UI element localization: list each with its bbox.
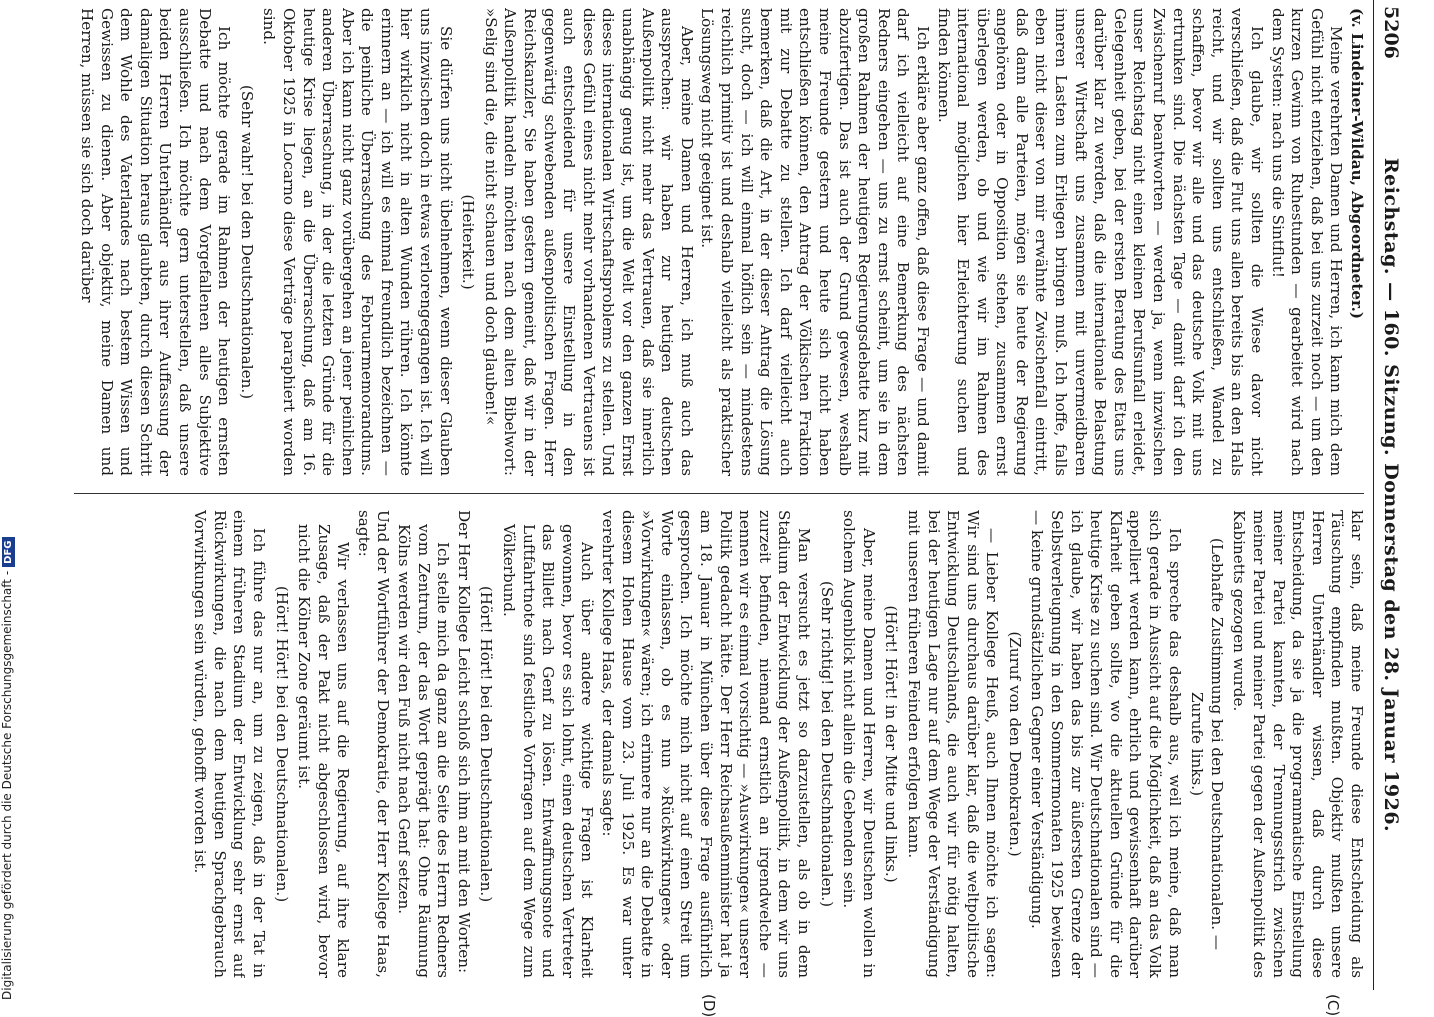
paragraph: Der Herr Kollege Leicht schloß sich ihm an mit den Worten: — [454, 510, 473, 974]
speaker-line: (v. Lindeiner-Wildau, Abgeordneter.) — [1348, 8, 1366, 320]
quotation: Auch über andere wichtige Fragen ist Klarheit gewonnen, bevor es sich lohnt, einen deutschen Vertreter das Billett nach Genf zu lösen. Entwaffnungsnote und Luftfahrtnote sind festliche Vorfragen auf dem Wege zum Völkerbund. — [500, 524, 597, 978]
paragraph: Meine verehrten Damen und Herren, ich kann mich dem Gefühl nicht entziehen, daß bei uns zurzeit noch — um den kurzen Gewinn von Ruhestunden — gearbeitet wird nach dem System: nach uns die Sintflut! — [1268, 8, 1346, 476]
paragraph: Man versucht es jetzt so darzustellen, als ob in dem Stadium der Entwicklung der Außenpolitik, in dem wir uns zurzeit befinden, niemand ernstlich an irgendwelche — nennen wir es einmal vorsichtig — »Auswirkungen« unserer Politik gedacht hätte. Der Herr Reichsaußenminister hat ja am 18. Januar in München über diese Frage ausführlich gesprochen. Ich möchte mich nicht auf einen Streit um Worte einlassen, ob es nun »Rückwirkungen« oder »Vorwirkungen« wären; ich erinnere nur an die Debatte in diesem Hohen Hause vom 23. Juli 1925. Es war unter verehrter Kollege Haas, der damals sagte: — [599, 510, 813, 978]
interjection: (Heiterkeit.) — [459, 194, 478, 290]
right-column — [66, 510, 1366, 978]
digitization-footer — [0, 0, 18, 1000]
interjection: (Sehr wahr! bei den Deutschnationalen.) — [237, 84, 256, 400]
page-title: Reichstag. — 160. Sitzung. Donnerstag den 28. Januar 1926. — [1380, 157, 1402, 833]
quotation: Wir verlassen uns auf die Regierung, auf ihre klare Zusage, daß der Pakt nicht abgeschlossen wird, bevor nicht die Kölner Zone geräumt ist. — [295, 524, 353, 978]
interjection: (Sehr richtig! bei den Deutschnationalen.) — [817, 580, 836, 908]
left-column — [66, 8, 1366, 476]
dfg-logo: DFG — [2, 538, 15, 567]
paragraph: Ich erkläre aber ganz offen, daß diese Frage — und damit darf ich vielleicht auf eine Bemerkung des nächsten Redners eingehen — uns zu ernst scheint, um sie in dem großen Rahmen der heutigen Regierungsdebatte kurz mit abzufertigen. Das ist auch der Grund gewesen, weshalb meine Freunde gestern und heute sich nicht haben entschließen können, den Antrag der Völkischen Fraktion mit zur Debatte zu stellen. Ich darf vielleicht auch bemerken, daß die Art, in der dieser Antrag die Lösung sucht, doch — ich will einmal höflich sein — mindestens reichlich primitiv ist und deshalb vielleicht als praktischer Lösungsweg nicht geeignet ist. — [698, 8, 932, 476]
paragraph: Und der Wortführer der Demokratie, der Herr Kollege Haas, sagte: — [354, 510, 393, 978]
paragraph: — Lieber Kollege Heuß, auch Ihnen möchte ich sagen: Wir sind uns durchaus darüber klar, daß die weltpolitische Entwicklung Deutschlands, die auch wir für nötig halten, bei der heutigen Lage nur auf dem Wege der Verständigung mit unseren früheren Feinden erfolgen kann. — [904, 510, 1002, 978]
column-divider — [74, 493, 1364, 494]
interjection: (Hört! Hört! bei den Deutschnationalen.) — [272, 585, 291, 903]
quotation: Ich stelle mich da ganz an die Seite des Herrn Redners vom Zentrum, der das Wort geprägt hat: Ohne Räumung Kölns werden wir den Fuß nicht nach Genf setzen. — [395, 524, 453, 978]
margin-marker-c: (C) — [1324, 994, 1342, 1017]
paragraph: Ich möchte gerade im Rahmen der heutigen ernsten Debatte und nach dem Vorgefallenen alles Subjektive ausschließen. Ich möchte gern unterstellen, daß unsere beiden Herren Unterhändler aus ihrer Auffassung der damaligen Situation heraus glaubten, durch diesen Schritt dem Wohle des Vaterlandes nach bestem Wissen und Gewissen zu dienen. Aber objektiv, meine Damen und Herren, müssen sie sich doch darüber — [78, 8, 234, 476]
interjection: (Lebhafte Zustimmung bei den Deutschnationalen. — Zurufe links.) — [1188, 537, 1226, 951]
paragraph: Ich glaube, wir sollten die Wiese davor nicht verschließen, daß die Flut uns allen bereits bis an den Hals reicht, und wir sollten uns entschließen, Wandel zu schaffen, bevor wir alle und das deutsche Volk mit uns ertrunken sind. Die nächsten Tage — damit darf ich den Zwischenruf beantworten — werden ja, wenn inzwischen unser Reichstag nicht einen kleinen Berufsunfall erleidet, Gelegenheit geben, bei der ersten Beratung des Etats uns darüber klar zu werden, daß die internationale Belastung unserer Wirtschaft uns zusammen mit unvermeidbaren inneren Lasten zum Erliegen bringen muß. Ich hoffe, falls eben nicht dieser von mir erwähnte Zwischenfall eintritt, daß dann alle Parteien, mögen sie heute der Regierung angehören oder in Opposition stehen, zusammen ernst überlegen werden, ob und wie wir im Rahmen des international möglichen hier Erleichterung suchen und finden können. — [934, 8, 1267, 476]
paragraph: Ich führe das nur an, um zu zeigen, daß in der Tat in einem früheren Stadium der Entwicklung sehr ernst auf Rückwirkungen, die nach dem heutigen Sprachgebrauch Vorwirkungen sein würden, gehofft worden ist. — [191, 510, 268, 978]
interjection: (Hört! Hört! in der Mitte und links.) — [882, 605, 901, 883]
paragraph: Aber, meine Damen und Herren, wir Deutschen wollen in solchem Augenblick nicht allein die Gebenden sein. — [840, 510, 878, 978]
footer-text: Digitalisierung gefördert durch die Deutsche Forschungsgemeinschaft - — [0, 570, 14, 1000]
interjection: (Zuruf von den Demokraten.) — [1005, 631, 1024, 857]
paragraph: Ich spreche das deshalb aus, weil ich meine, daß man sich gerade in Aussicht auf die Möglichkeit, daß an das Volk appelliert werden kann, ehrlich und gewissenhaft darüber Klarheit geben sollte, wo die aktuellen Gründe für die heutige Krise zu suchen sind. Wir Deutschnationalen sind — ich glaube, wir haben das bis zur äußersten Grenze der Selbstverleugnung in den Sommermonaten 1925 bewiesen — keine grundsätzlichen Gegner einer Verständigung. — [1028, 510, 1184, 978]
rotated-page — [48, 0, 1408, 1017]
paragraph: Sie dürfen uns nicht übelnehmen, wenn dieser Glauben uns inzwischen doch in etwas verlorengegangen ist. Ich will hier wirklich nicht in alten Wunden rühren. Ich könnte erinnern an — ich will es einmal freundlich bezeichnen — die peinliche Überraschung des Februarmemorandums. Aber ich kann nicht ganz vorübergehen an jener peinlichen anderen Überraschung, in der die letzten Gründe für die heutige Krise liegen, an die Überraschung, daß am 16. Oktober 1925 in Locarno diese Verträge paraphiert worden sind. — [260, 8, 455, 476]
paragraph: klar sein, daß meine Freunde diese Entscheidung als Täuschung empfinden mußten. Objektiv mußten unsere Herren Unterhändler wissen, daß durch diese Entscheidung, da sie ja die programmatische Einstellung meiner Partei kannten, der Trennungsstrich zwischen meiner Partei und meiner Partei gegen der Außenpolitik des Kabinetts gezogen wurde. — [1230, 510, 1366, 978]
margin-marker-d: (D) — [700, 994, 718, 1017]
page-header — [1373, 0, 1408, 990]
interjection: (Hört! Hört! bei den Deutschnationalen.) — [477, 585, 496, 903]
paragraph: Aber, meine Damen und Herren, ich muß auch das aussprechen: wir haben zur heutigen deutschen Außenpolitik nicht mehr das Vertrauen, daß sie innerlich unabhängig genug ist, um die Welt vor den ganzen Ernst dieses internationalen Wirtschaftsproblems zu stellen. Und dieses Gefühl eines nicht mehr vorhandenen Vertrauens ist auch entscheidend für unsere Einstellung in den gegenwärtig schwebenden außenpolitischen Fragen. Herr Reichskanzler, Sie haben gestern gemeint, daß wir in der Außenpolitik handeln möchten nach dem alten Bibelwort: »Selig sind die, die nicht schauen und doch glauben!« — [481, 8, 696, 476]
page-number: 5206 — [1380, 6, 1402, 59]
